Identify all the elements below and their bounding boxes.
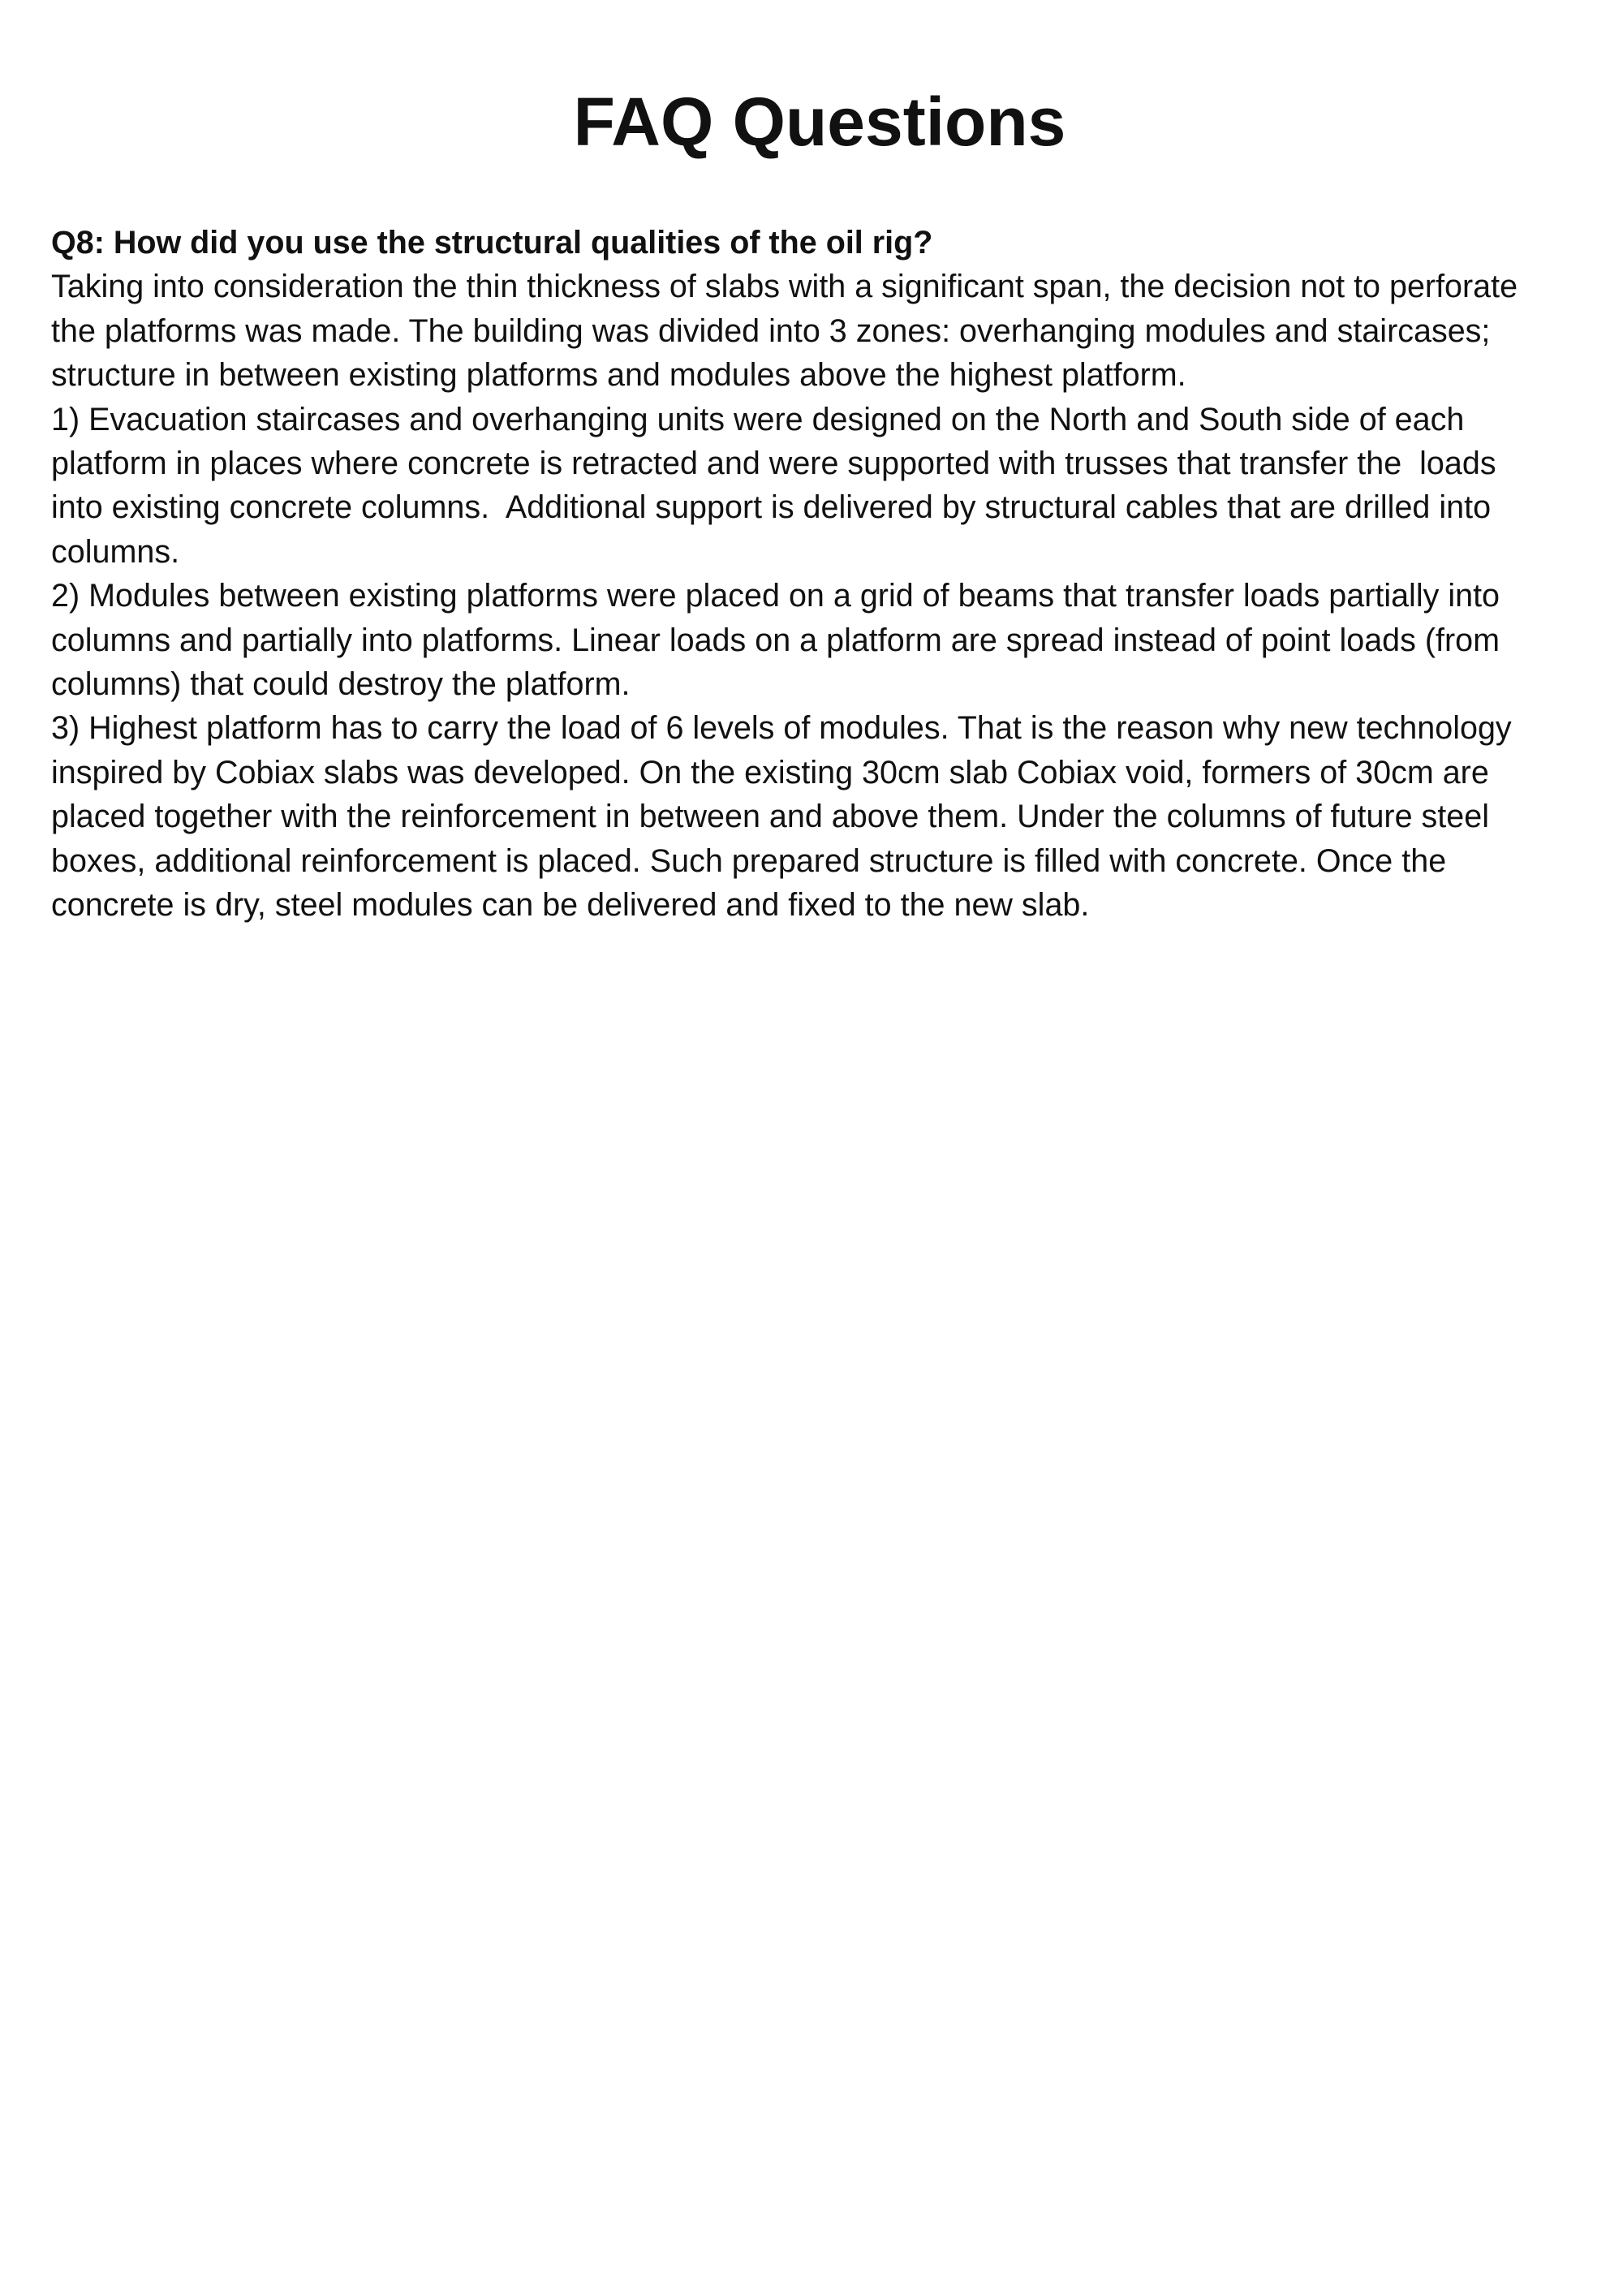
faq-question: Q8: How did you use the structural qualities of the oil rig? bbox=[51, 225, 933, 261]
page-title: FAQ Questions bbox=[573, 84, 1066, 160]
answer-line: platform in places where concrete is retracted and were supported with trusses that transfer the loads bbox=[51, 446, 1496, 482]
answer-line: placed together with the reinforcement in between and above them. Under the columns of future steel bbox=[51, 799, 1489, 835]
answer-line: inspired by Cobiax slabs was developed. On the existing 30cm slab Cobiax void, formers of 30cm are bbox=[51, 754, 1489, 790]
answer-line: concrete is dry, steel modules can be delivered and fixed to the new slab. bbox=[51, 887, 1090, 924]
answer-line: Taking into consideration the thin thickness of slabs with a significant span, the decision not to perforate bbox=[51, 269, 1518, 305]
answer-line: 3) Highest platform has to carry the load of 6 levels of modules. That is the reason why new technology bbox=[51, 710, 1512, 747]
answer-line: boxes, additional reinforcement is placed. Such prepared structure is filled with concrete. Once the bbox=[51, 842, 1447, 879]
answer-line: columns) that could destroy the platform. bbox=[51, 666, 631, 703]
answer-line: the platforms was made. The building was divided into 3 zones: overhanging modules and staircases; bbox=[51, 312, 1491, 349]
faq-answer bbox=[51, 265, 1577, 927]
answer-line: 2) Modules between existing platforms were placed on a grid of beams that transfer loads partially into bbox=[51, 578, 1500, 614]
answer-line: into existing concrete columns. Additional support is delivered by structural cables that are drilled into bbox=[51, 489, 1492, 526]
answer-line: structure in between existing platforms and modules above the highest platform. bbox=[51, 357, 1186, 394]
faq-entry bbox=[51, 221, 1577, 928]
answer-line: 1) Evacuation staircases and overhanging units were designed on the North and South side of each bbox=[51, 401, 1465, 437]
answer-line: columns. bbox=[51, 533, 180, 570]
answer-line: columns and partially into platforms. Linear loads on a platform are spread instead of point loads (from bbox=[51, 622, 1500, 658]
